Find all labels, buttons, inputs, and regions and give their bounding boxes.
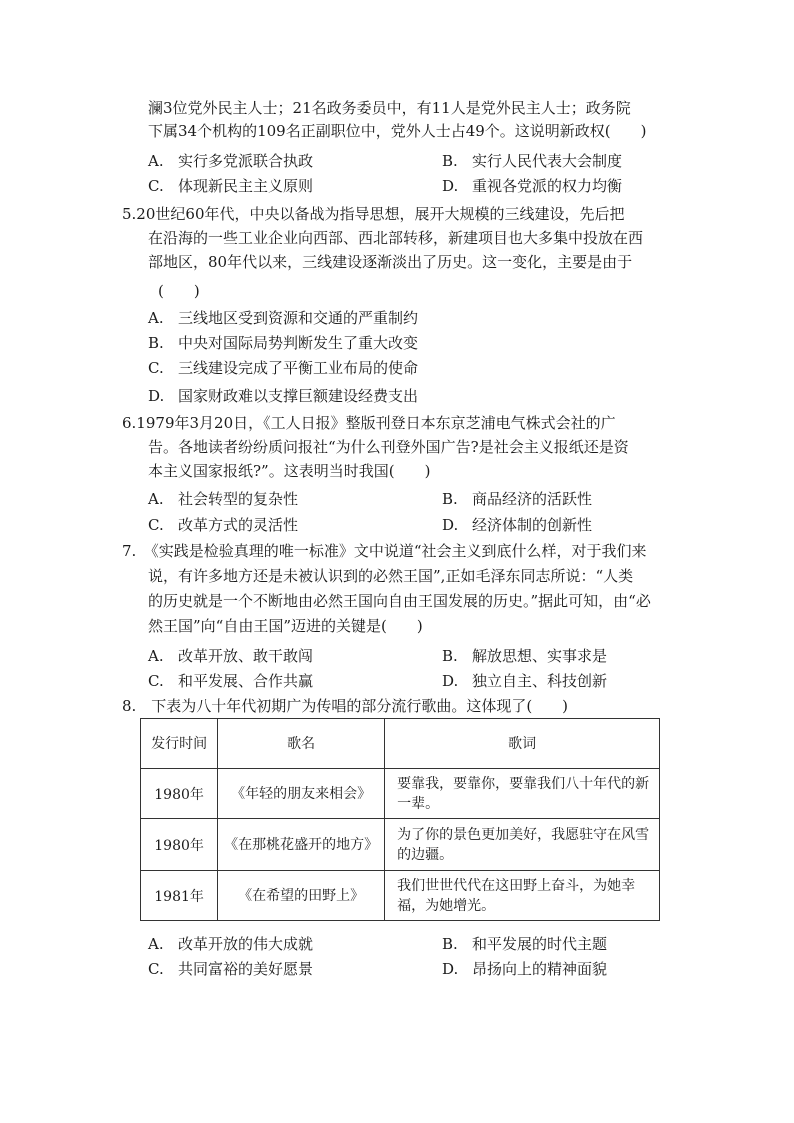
q4-option-d[interactable]: D. 重视各党派的权力均衡 [442,177,623,195]
cell-song: 《在希望的田野上》 [218,871,385,921]
cell-lyric: 我们世世代代在这田野上奋斗，为她幸福，为她增光。 [385,871,660,921]
cell-song: 《年轻的朋友来相会》 [218,769,385,819]
q6-stem-line-1: 6.1979年3月20日，《工人日报》整版刊登日本东京芝浦电气株式会社的广 [122,414,616,432]
q7-stem-line-1: 7. 《实践是检验真理的唯一标准》文中说道“社会主义到底什么样，对于我们来 [122,542,647,560]
cell-song: 《在那桃花盛开的地方》 [218,819,385,871]
q6-stem-line-2: 告。各地读者纷纷质问报社“为什么刊登外国广告?是社会主义报纸还是资 [148,438,629,456]
header-lyrics: 歌词 [385,719,660,769]
q8-option-a[interactable]: A. 改革开放的伟大成就 [148,935,314,953]
q5-stem-line-3: 部地区，80年代以来，三线建设逐渐淡出了历史。这一变化，主要是由于 [148,253,633,271]
cell-year: 1980年 [141,819,218,871]
q4-stem-line-1: 澜3位党外民主人士；21名政务委员中，有11人是党外民主人士；政务院 [148,99,631,117]
header-song-name: 歌名 [218,719,385,769]
cell-lyric: 为了你的景色更加美好，我愿驻守在风雪的边疆。 [385,819,660,871]
q7-stem-line-4: 然王国”向“自由王国”迈进的关键是( ) [148,617,423,635]
q4-stem-line-2: 下属34个机构的109名正副职位中，党外人士占49个。这说明新政权( ) [148,122,647,140]
q8-option-b[interactable]: B. 和平发展的时代主题 [442,935,608,953]
q5-stem-line-1: 5.20世纪60年代，中央以备战为指导思想，展开大规模的三线建设，先后把 [122,205,625,223]
q7-option-c[interactable]: C. 和平发展、合作共赢 [148,672,314,690]
q4-option-a[interactable]: A. 实行多党派联合执政 [148,152,314,170]
table-header-row [141,719,660,769]
q8-option-d[interactable]: D. 昂扬向上的精神面貌 [442,960,608,978]
q8-option-c[interactable]: C. 共同富裕的美好愿景 [148,960,314,978]
q8-stem: 8. 下表为八十年代初期广为传唱的部分流行歌曲。这体现了( ) [122,697,569,715]
table-row [141,819,660,871]
cell-year: 1981年 [141,871,218,921]
q7-option-a[interactable]: A. 改革开放、敢干敢闯 [148,647,314,665]
q6-stem-line-3: 本主义国家报纸?”。这表明当时我国( ) [148,462,431,480]
header-release-time: 发行时间 [141,719,218,769]
q6-option-c[interactable]: C. 改革方式的灵活性 [148,516,299,534]
q4-option-b[interactable]: B. 实行人民代表大会制度 [442,152,623,170]
q7-stem-line-2: 说，有许多地方还是未被认识到的必然王国”,正如毛泽东同志所说：“人类 [148,567,634,585]
q6-option-a[interactable]: A. 社会转型的复杂性 [148,490,299,508]
cell-lyric: 要靠我，要靠你，要靠我们八十年代的新一辈。 [385,769,660,819]
q7-stem-line-3: 的历史就是一个不断地由必然王国向自由王国发展的历史。”据此可知，由“必 [148,592,651,610]
table-row [141,871,660,921]
q5-stem-line-2: 在沿海的一些工业企业向西部、西北部转移，新建项目也大多集中投放在西 [148,229,644,247]
q7-option-b[interactable]: B. 解放思想、实事求是 [442,647,608,665]
q6-option-d[interactable]: D. 经济体制的创新性 [442,516,593,534]
cell-year: 1980年 [141,769,218,819]
q6-option-b[interactable]: B. 商品经济的活跃性 [442,490,593,508]
q5-stem-line-4: ( ) [158,282,200,300]
q7-option-d[interactable]: D. 独立自主、科技创新 [442,672,608,690]
table-row [141,769,660,819]
q4-option-c[interactable]: C. 体现新民主主义原则 [148,177,314,195]
song-table [140,718,660,921]
